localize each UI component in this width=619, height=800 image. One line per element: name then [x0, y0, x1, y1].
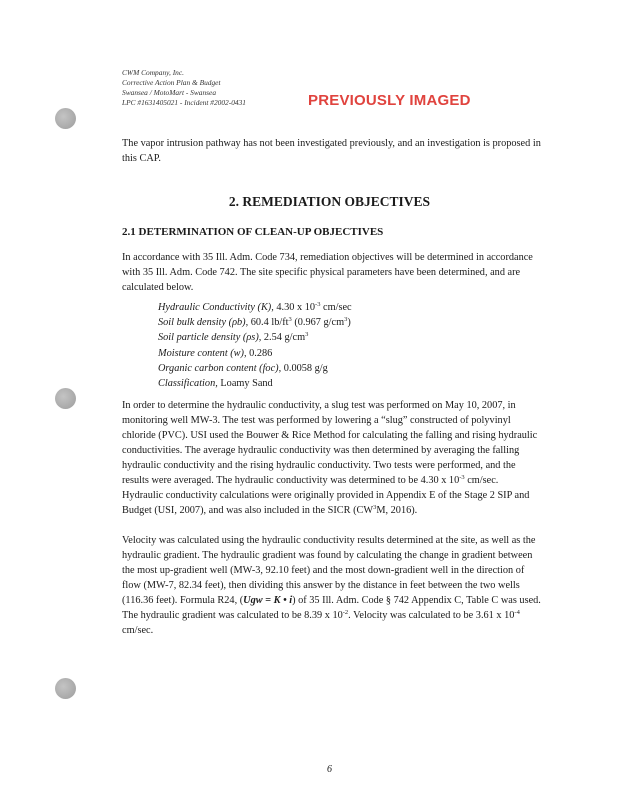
punch-hole-icon: [55, 678, 76, 699]
parameter-row: Classification, Loamy Sand: [158, 378, 273, 390]
page-number: 6: [327, 764, 332, 775]
parameter-list: [158, 300, 352, 391]
punch-hole-icon: [55, 388, 76, 409]
parameter-row: Hydraulic Conductivity (K), 4.30 x $10^{-3}$ cm/sec: [158, 301, 352, 313]
slug-test-paragraph: In order to determine the hydraulic conductivity, a slug test was performed on May 10, 2007, in monitoring well MW-3. The test was performed by lowering a “slug” constructed of polyvinyl chloride (PVC). USI used the Bouwer & Rice Method for calculating the falling and rising hydraulic conductivities. The average hydraulic conductivity was then determined by averaging the falling hydraulic conductivity and the rising hydraulic conductivity. Two tests were performed, and the results were averaged. The hydraulic conductivity was determined to be 4.30 x $10^{-3}$ cm/sec. Hydraulic conductivity calculations were originally provided in Appendix E of the Stage 2 SIP and Budget (USI, 2007), and was also included in the SICR ($CW^3M$, 2016).: [122, 400, 538, 516]
intro-paragraph: The vapor intrusion pathway has not been investigated previously, and an investigation is proposed in this CAP.: [122, 138, 541, 164]
objectives-paragraph: In accordance with 35 Ill. Adm. Code 734, remediation objectives will be determined in accordance with 35 Ill. Adm. Code 742. The site specific physical parameters have been determined, and are calculated below.: [122, 252, 533, 293]
header-line: LPC #1631405021 - Incident #2002-0431: [122, 98, 246, 107]
document-header: [122, 68, 246, 108]
formula-r24: Ugw = K • i: [243, 595, 293, 606]
header-line: CWM Company, Inc.: [122, 68, 184, 77]
header-line: Swansea / MotoMart - Swansea: [122, 88, 217, 97]
parameter-row: Soil bulk density (ρb), 60.4 $lb/ft^3$ (0.967 $g/cm^3$): [158, 316, 351, 329]
subsection-title: 2.1 DETERMINATION OF CLEAN-UP OBJECTIVES: [122, 226, 384, 238]
section-title: 2. REMEDIATION OBJECTIVES: [228, 194, 431, 209]
velocity-paragraph: Velocity was calculated using the hydraulic conductivity results determined at the site, as well as the hydraulic gradient. The hydraulic gradient was found by calculating the change in gradient between the most up-gradient well (MW-3, 92.10 feet) and the most down-gradient well in the direction of flow (MW-7, 82.34 feet), then dividing this answer by the distance in feet between the two wells (116.36 feet). Formula R24, (Ugw = K • i) of 35 Ill. Adm. Code § 742 Appendix C, Table C was used. The hydraulic gradient was calculated to be 8.39 x $10^{-2}$. Velocity was calculated to be 3.61 x $10^{-4}$ cm/sec.: [122, 535, 541, 636]
parameter-row: Moisture content (w), 0.286: [158, 347, 273, 359]
parameter-row: Organic carbon content (foc), 0.0058 g/g: [158, 362, 328, 374]
parameter-row: Soil particle density (ρs), 2.54 $g/cm^3$: [158, 331, 309, 344]
punch-hole-icon: [55, 108, 76, 129]
previously-imaged-stamp: PREVIOUSLY IMAGED: [308, 92, 471, 109]
header-line: Corrective Action Plan & Budget: [122, 78, 221, 87]
